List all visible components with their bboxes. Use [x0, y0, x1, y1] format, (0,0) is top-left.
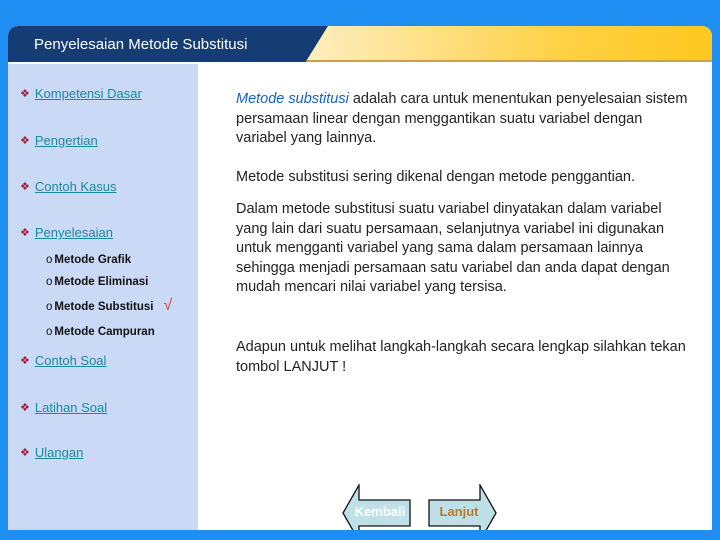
page-title: Penyelesaian Metode Substitusi	[34, 36, 248, 53]
bottom-border	[0, 530, 720, 540]
next-label: Lanjut	[439, 504, 479, 519]
sub-item-label: Metode Eliminasi	[54, 276, 149, 288]
sub-item-metode-eliminasi[interactable]	[46, 276, 148, 288]
sidebar-link[interactable]: Contoh Soal	[34, 353, 107, 368]
sub-item-label: Metode Grafik	[54, 254, 132, 266]
diamond-bullet-icon: ❖	[20, 447, 30, 459]
sidebar-link[interactable]: Latihan Soal	[34, 400, 108, 415]
sidebar-item-contoh-kasus[interactable]	[20, 179, 117, 194]
sub-item-metode-grafik[interactable]	[46, 254, 131, 266]
paragraph-explanation: Dalam metode substitusi suatu variabel dinyatakan dalam variabel yang lain dari suatu persamaan, selanjutnya variabel ini digunakan untuk mengganti variabel yang sama dalam persamaan lainnya sehingga menjadi persamaan satu variabel dan anda dapat dengan mudah mencari nilai variabel yang tersisa.	[236, 201, 670, 295]
back-label: Kembali	[354, 504, 406, 519]
main-content	[198, 64, 712, 536]
sub-item-metode-substitusi[interactable]	[46, 297, 172, 315]
sidebar	[8, 64, 198, 536]
sidebar-link[interactable]: Penyelesaian	[34, 225, 113, 240]
diamond-bullet-icon: ❖	[20, 88, 30, 100]
back-button[interactable]	[342, 484, 412, 536]
slide-frame	[8, 26, 712, 536]
sub-item-metode-campuran[interactable]	[46, 326, 155, 338]
diamond-bullet-icon: ❖	[20, 181, 30, 193]
sidebar-item-ulangan[interactable]	[20, 445, 83, 460]
header-bar	[8, 26, 712, 62]
circle-bullet: o	[46, 276, 53, 288]
circle-bullet: o	[46, 254, 53, 266]
circle-bullet: o	[46, 326, 53, 338]
paragraph-instruction: Adapun untuk melihat langkah-langkah secara lengkap silahkan tekan tombol LANJUT !	[236, 339, 686, 375]
diamond-bullet-icon: ❖	[20, 402, 30, 414]
diamond-bullet-icon: ❖	[20, 227, 30, 239]
paragraph-definition	[236, 90, 696, 149]
term-emphasis: Metode substitusi	[236, 91, 349, 107]
sub-item-label: Metode Substitusi	[54, 301, 154, 313]
sub-item-label: Metode Campuran	[54, 326, 155, 338]
diamond-bullet-icon: ❖	[20, 355, 30, 367]
sidebar-link[interactable]: Ulangan	[34, 445, 84, 460]
paragraph-alias: Metode substitusi sering dikenal dengan metode penggantian.	[236, 169, 636, 185]
next-button[interactable]	[427, 484, 497, 536]
circle-bullet: o	[46, 301, 53, 313]
sidebar-item-penyelesaian[interactable]	[20, 225, 113, 240]
sidebar-item-contoh-soal[interactable]	[20, 353, 106, 368]
sidebar-link[interactable]: Contoh Kasus	[34, 179, 117, 194]
definition-text: adalah cara untuk menentukan penyelesaian sistem persamaan linear dengan menggantikan suatu variabel dengan variabel yang lainnya.	[236, 91, 688, 146]
sidebar-item-latihan-soal[interactable]	[20, 400, 107, 415]
sidebar-item-pengertian[interactable]	[20, 133, 98, 148]
sidebar-item-kompetensi-dasar[interactable]	[20, 86, 142, 101]
diamond-bullet-icon: ❖	[20, 135, 30, 147]
checkmark-icon: √	[163, 297, 173, 314]
sidebar-link[interactable]: Pengertian	[34, 133, 98, 148]
sidebar-link[interactable]: Kompetensi Dasar	[34, 86, 142, 101]
